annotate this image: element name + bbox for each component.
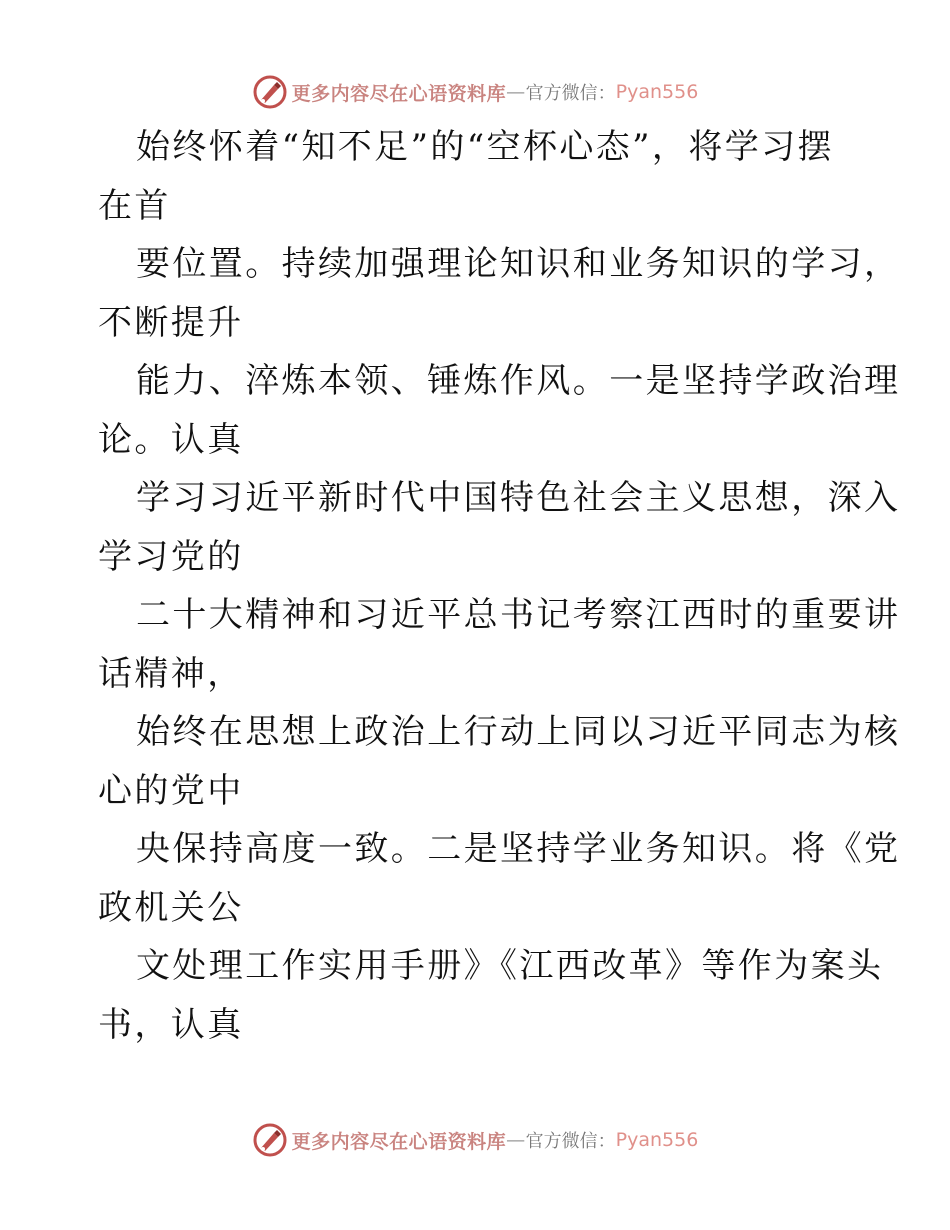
text-line: 要位置。持续加强理论知识和业务知识的学习， xyxy=(136,244,901,284)
text-line: 心的党中 xyxy=(98,770,244,811)
text-line: 政机关公 xyxy=(98,887,244,928)
text-line: 学习习近平新时代中国特色社会主义思想，深入 xyxy=(136,478,901,518)
text-line: 话精神， xyxy=(98,653,244,694)
text-line: 不断提升 xyxy=(98,302,244,343)
banner-brand: 更多内容尽在心语资料库 xyxy=(291,82,507,105)
banner-wechat-id: Pyan556 xyxy=(615,1129,699,1151)
text-line: 始终在思想上政治上行动上同以习近平同志为核 xyxy=(136,712,901,752)
pen-logo-icon xyxy=(252,1122,288,1158)
text-line: 论。认真 xyxy=(98,419,244,460)
text-line: 始终怀着“知不足”的“空杯心态”，将学习摆 xyxy=(136,127,834,167)
footer-banner xyxy=(0,1120,950,1160)
banner-wechat-id: Pyan556 xyxy=(615,81,699,103)
text-line: 能力、淬炼本领、锤炼作风。一是坚持学政治理 xyxy=(136,361,901,401)
document-body xyxy=(98,118,901,1054)
text-line: 二十大精神和习近平总书记考察江西时的重要讲 xyxy=(136,595,901,635)
text-line: 书，认真 xyxy=(98,1004,244,1045)
banner-official-label: 官方微信： xyxy=(525,1131,616,1152)
banner-brand: 更多内容尽在心语资料库 xyxy=(291,1130,507,1153)
text-line: 央保持高度一致。二是坚持学业务知识。将《党 xyxy=(136,829,901,869)
banner-dash: — xyxy=(506,1129,526,1151)
header-banner xyxy=(0,72,950,112)
banner-official-label: 官方微信： xyxy=(525,83,616,104)
text-line: 文处理工作实用手册》《江西改革》等作为案头 xyxy=(136,946,884,986)
banner-dash: — xyxy=(506,81,526,103)
pen-logo-icon xyxy=(252,74,288,110)
text-line: 学习党的 xyxy=(98,536,244,577)
text-line: 在首 xyxy=(98,185,171,226)
